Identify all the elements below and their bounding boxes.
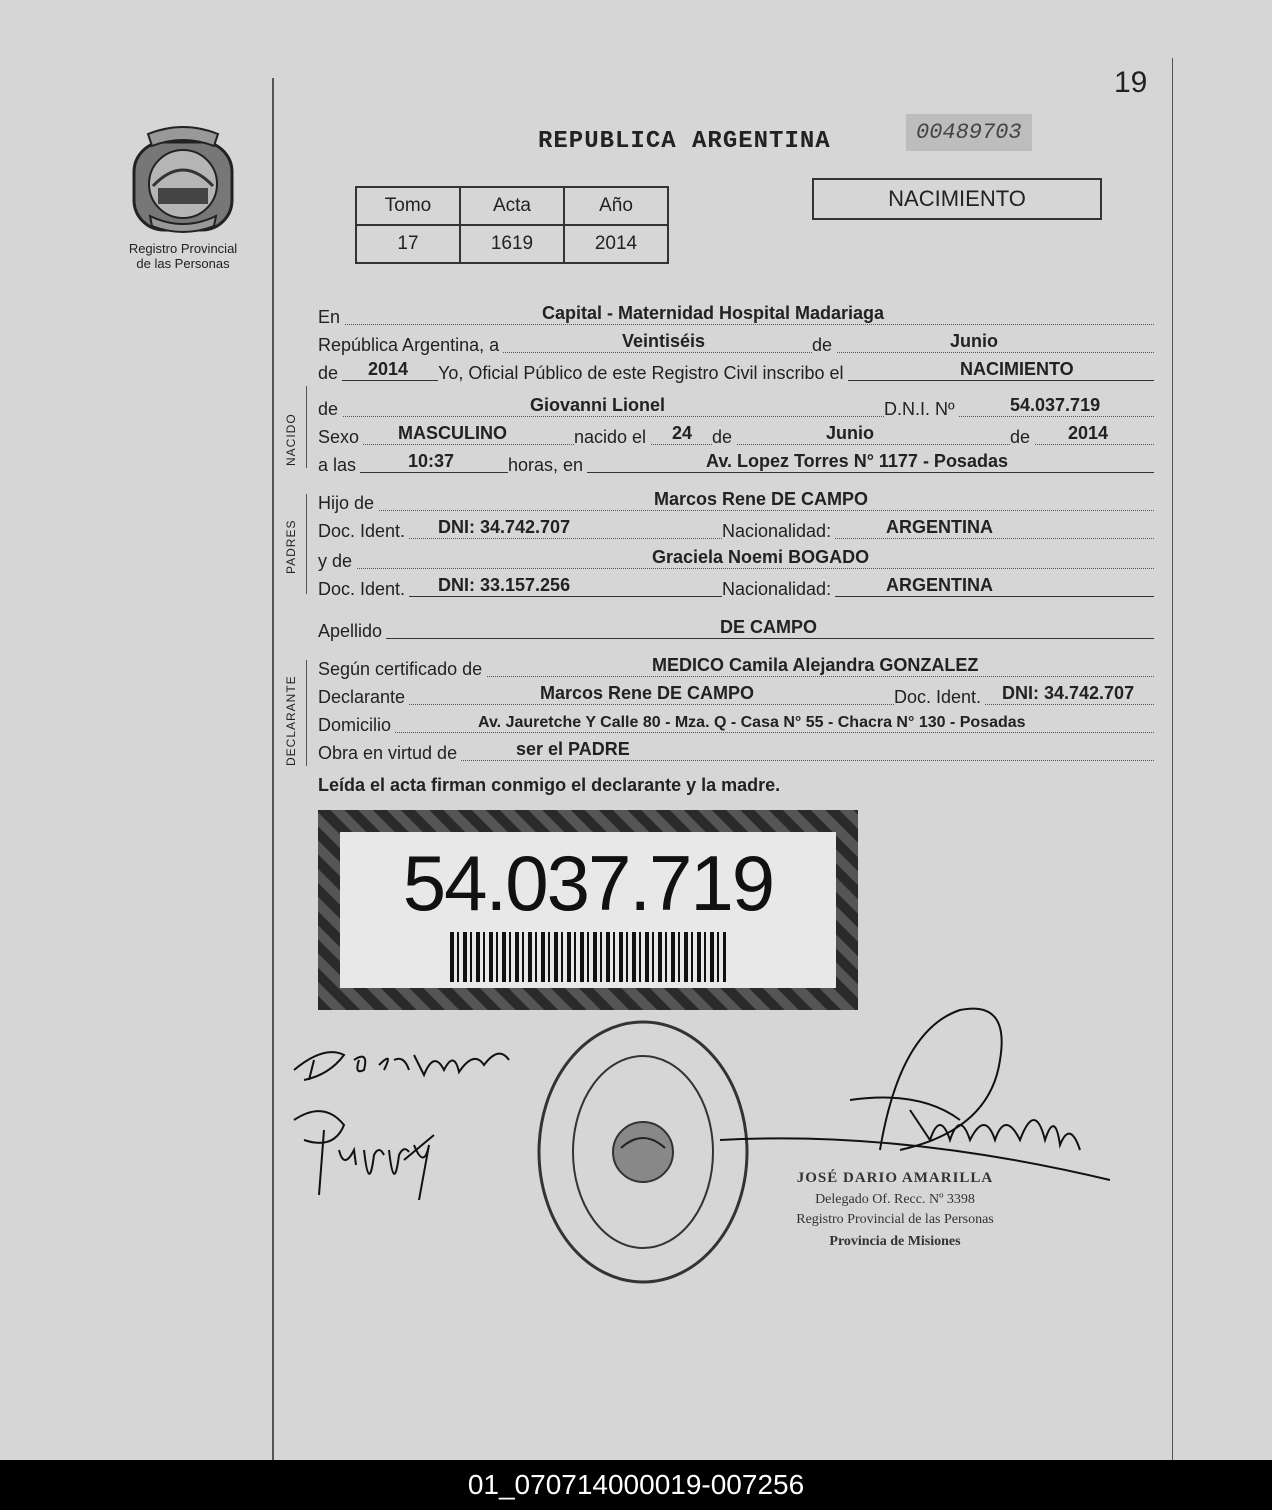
form-line-en: [318, 298, 1154, 325]
dni-sticker-number: 54.037.719: [402, 839, 774, 927]
value-father-doc: DNI: 34.742.707: [438, 517, 571, 537]
value-segun: MEDICO Camila Alejandra GONZALEZ: [652, 655, 979, 675]
logo-caption-1: Registro Provincial: [128, 241, 238, 256]
label-nac2: Nacionalidad:: [722, 579, 835, 600]
side-label-declarante: DECLARANTE: [284, 675, 298, 766]
left-margin-line: [272, 78, 274, 1460]
page-number: 19: [1114, 66, 1148, 99]
form-line-father: [318, 484, 1154, 511]
signatures-handwritten: [284, 1030, 524, 1210]
label-horas: horas, en: [508, 455, 587, 476]
label-en: En: [318, 307, 344, 328]
label-domicilio: Domicilio: [318, 715, 395, 736]
label-obra: Obra en virtud de: [318, 743, 461, 764]
country-title: REPUBLICA ARGENTINA: [538, 128, 831, 155]
form-line-apellido: [318, 612, 1154, 639]
side-label-nacido: NACIDO: [284, 413, 298, 466]
label-alas: a las: [318, 455, 360, 476]
table-header-acta: Acta: [460, 187, 564, 225]
value-month: Junio: [950, 331, 998, 351]
official-role: Delegado Of. Recc. Nº 3398: [815, 1192, 975, 1207]
value-father: Marcos Rene DE CAMPO: [654, 489, 869, 509]
form-line-hora: [318, 446, 1154, 473]
value-name: Giovanni Lionel: [530, 395, 666, 415]
form-line-date: [318, 326, 1154, 353]
dni-sticker-inner: [340, 832, 836, 988]
record-table: [355, 186, 669, 264]
nacido-bracket: [306, 386, 307, 468]
form-line-declarante: [318, 678, 1154, 705]
table-value-ano: 2014: [564, 225, 668, 263]
side-label-padres: PADRES: [284, 519, 298, 574]
label-yde: y de: [318, 551, 356, 572]
label-dni: D.N.I. Nº: [884, 399, 959, 420]
value-inscribe: NACIMIENTO: [960, 359, 1074, 379]
official-province: Provincia de Misiones: [829, 1234, 961, 1249]
label-doc3: Doc. Ident.: [894, 687, 985, 708]
label-apellido: Apellido: [318, 621, 386, 642]
serial-number: 00489703: [906, 114, 1032, 151]
right-margin-line: [1172, 58, 1173, 1460]
form-line-name: [318, 390, 1154, 417]
label-de2: de: [318, 363, 342, 384]
label-de5: de: [1010, 427, 1034, 448]
closing-statement: Leída el acta firman conmigo el declarante y la madre.: [318, 775, 781, 795]
table-header-tomo: Tomo: [356, 187, 460, 225]
label-republica: República Argentina, a: [318, 335, 503, 356]
table-value-acta: 1619: [460, 225, 564, 263]
form-line-obra: [318, 734, 1154, 761]
label-nacido: nacido el: [574, 427, 650, 448]
official-office: Registro Provincial de las Personas: [796, 1212, 994, 1227]
value-birth-day: 24: [672, 423, 693, 443]
label-declarante: Declarante: [318, 687, 409, 708]
barcode-icon: [450, 932, 726, 982]
value-time: 10:37: [408, 451, 455, 471]
value-place: Av. Lopez Torres N° 1177 - Posadas: [706, 451, 1008, 471]
madre-signature-icon: [294, 1111, 434, 1200]
label-de3: de: [318, 399, 342, 420]
label-doc2: Doc. Ident.: [318, 579, 409, 600]
form-line-year: [318, 354, 1154, 381]
form-line-segun: [318, 650, 1154, 677]
logo-caption-2: de las Personas: [136, 256, 230, 271]
declarante-signature-icon: [294, 1052, 509, 1080]
footer-code: 01_070714000019-007256: [0, 1460, 1272, 1510]
dni-sticker: [318, 810, 858, 1010]
value-declarante-doc: DNI: 34.742.707: [1002, 683, 1135, 703]
label-nac: Nacionalidad:: [722, 521, 835, 542]
form-line-sexo: [318, 418, 1154, 445]
value-birth-month: Junio: [826, 423, 874, 443]
label-oficial: Yo, Oficial Público de este Registro Civil inscribo el: [438, 363, 848, 384]
declarante-bracket: [306, 660, 307, 766]
label-de4: de: [712, 427, 736, 448]
table-header-ano: Año: [564, 187, 668, 225]
label-sexo: Sexo: [318, 427, 363, 448]
value-mother-nac: ARGENTINA: [886, 575, 993, 595]
value-dni: 54.037.719: [1010, 395, 1101, 415]
form-line-father-doc: [318, 512, 1154, 539]
value-father-nac: ARGENTINA: [886, 517, 993, 537]
value-day: Veintiséis: [622, 331, 706, 351]
value-en: Capital - Maternidad Hospital Madariaga: [542, 303, 885, 323]
value-domicilio: Av. Jauretche Y Calle 80 - Mza. Q - Casa N° 55 - Chacra N° 130 - Posadas: [478, 714, 1026, 731]
form-line-mother: [318, 542, 1154, 569]
value-year: 2014: [368, 359, 409, 379]
label-doc: Doc. Ident.: [318, 521, 409, 542]
misiones-seal-icon: [118, 124, 248, 236]
provincial-logo: [118, 124, 248, 271]
value-apellido: DE CAMPO: [720, 617, 818, 637]
value-mother: Graciela Noemi BOGADO: [652, 547, 870, 567]
label-segun: Según certificado de: [318, 659, 486, 680]
value-declarante: Marcos Rene DE CAMPO: [540, 683, 755, 703]
value-obra: ser el PADRE: [516, 739, 630, 759]
value-birth-year: 2014: [1068, 423, 1109, 443]
label-hijo: Hijo de: [318, 493, 378, 514]
official-name: JOSÉ DARIO AMARILLA: [796, 1170, 994, 1186]
official-signature-icon: [700, 1000, 1120, 1190]
form-line-domicilio: [318, 706, 1154, 733]
form-line-mother-doc: [318, 570, 1154, 597]
label-de: de: [812, 335, 836, 356]
table-value-tomo: 17: [356, 225, 460, 263]
value-mother-doc: DNI: 33.157.256: [438, 575, 571, 595]
value-sexo: MASCULINO: [398, 423, 507, 443]
document-type-box: NACIMIENTO: [812, 178, 1102, 220]
padres-bracket: [306, 494, 307, 594]
